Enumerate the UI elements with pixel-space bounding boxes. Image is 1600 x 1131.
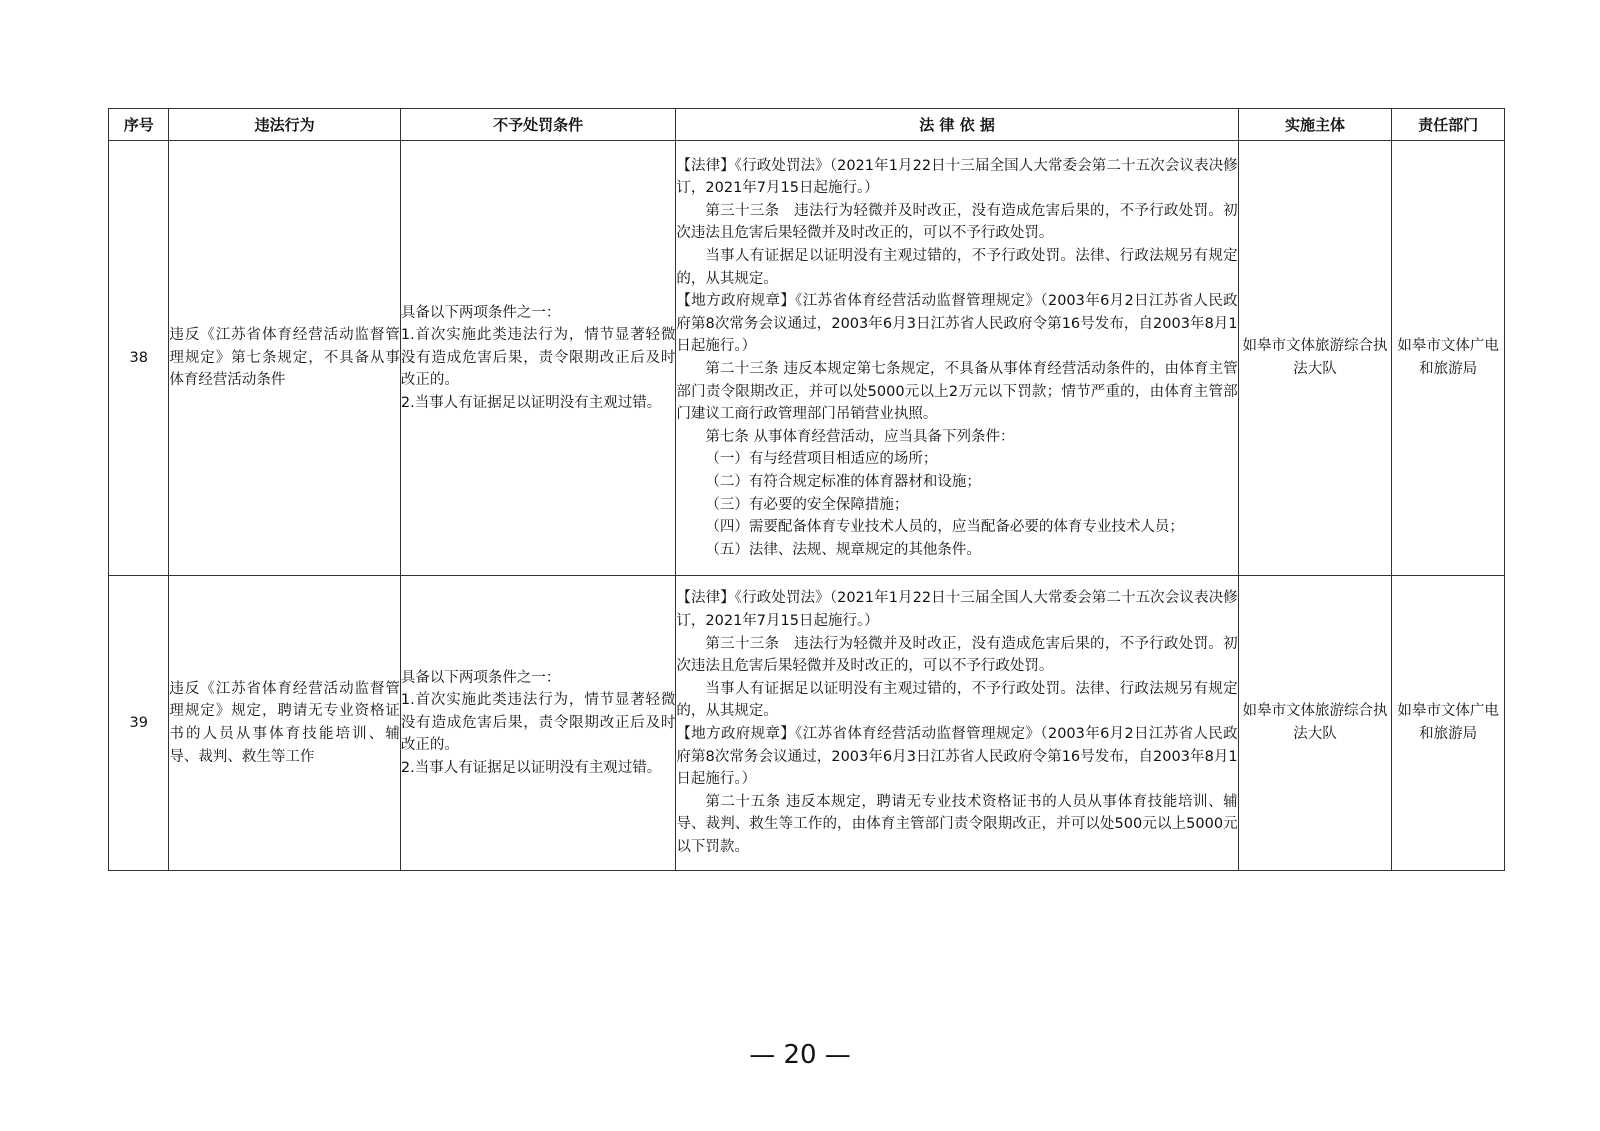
condition-item: 1.首次实施此类违法行为，情节显著轻微没有造成危害后果，责令限期改正后及时改正的。 xyxy=(400,692,676,754)
condition-intro: 具备以下两项条件之一： xyxy=(400,669,561,686)
basis-paragraph: 【地方政府规章】《江苏省体育经营活动监督管理规定》（2003年6月2日江苏省人民政府第8次常务会议通过，2003年6月3日江苏省人民政府令第16号发布，自2003年8月1日起施行。） xyxy=(676,726,1238,788)
basis-paragraph: （五）法律、法规、规章规定的其他条件。 xyxy=(705,541,981,558)
header-violation: 违法行为 xyxy=(169,109,400,141)
basis-paragraph: （四）需要配备体育专业技术人员的，应当配备必要的体育专业技术人员； xyxy=(705,519,1184,536)
basis-paragraph: （三）有必要的安全保障措施； xyxy=(705,496,909,513)
page-number: — 20 — xyxy=(749,1040,851,1070)
basis-paragraph: 【法律】《行政处罚法》（2021年1月22日十三届全国人大常委会第二十五次会议表决修订，2021年7月15日起施行。） xyxy=(676,590,1238,630)
row-exemption-conditions xyxy=(400,576,676,871)
condition-item: 2.当事人有证据足以证明没有主观过错。 xyxy=(400,394,662,411)
row-violation: 违反《江苏省体育经营活动监督管理规定》第七条规定，不具备从事体育经营活动条件 xyxy=(169,141,400,576)
row-serial-no: 39 xyxy=(109,576,169,871)
regulation-table xyxy=(108,108,1505,871)
basis-paragraph: 第三十三条 违法行为轻微并及时改正，没有造成危害后果的，不予行政处罚。初次违法且危害后果轻微并及时改正的，可以不予行政处罚。 xyxy=(676,202,1238,242)
basis-paragraph: 第三十三条 违法行为轻微并及时改正，没有造成危害后果的，不予行政处罚。初次违法且危害后果轻微并及时改正的，可以不予行政处罚。 xyxy=(676,635,1238,675)
header-legal-basis: 法 律 依 据 xyxy=(676,109,1238,141)
row-legal-basis xyxy=(676,141,1238,576)
condition-item: 1.首次实施此类违法行为，情节显著轻微没有造成危害后果，责令限期改正后及时改正的。 xyxy=(400,327,676,389)
basis-paragraph: 第二十五条 违反本规定，聘请无专业技术资格证书的人员从事体育技能培训、辅导、裁判、救生等工作的，由体育主管部门责令限期改正，并可以处500元以上5000元以下罚款。 xyxy=(676,793,1238,855)
table-header-row xyxy=(109,109,1505,141)
row-responsible-department: 如皋市文体广电和旅游局 xyxy=(1392,141,1505,576)
basis-paragraph: （二）有符合规定标准的体育器材和设施； xyxy=(705,473,981,490)
basis-paragraph: 第二十三条 违反本规定第七条规定，不具备从事体育经营活动条件的，由体育主管部门责令限期改正，并可以处5000元以上2万元以下罚款；情节严重的，由体育主管部门建议工商行政管理部门吊销营业执照。 xyxy=(676,361,1238,423)
header-implementing-agency: 实施主体 xyxy=(1238,109,1392,141)
basis-paragraph: 当事人有证据足以证明没有主观过错的，不予行政处罚。法律、行政法规另有规定的，从其规定。 xyxy=(676,680,1238,720)
table-row xyxy=(109,141,1505,576)
basis-paragraph: （一）有与经营项目相适应的场所； xyxy=(705,451,938,468)
row-violation: 违反《江苏省体育经营活动监督管理规定》规定，聘请无专业资格证书的人员从事体育技能培训、辅导、裁判、救生等工作 xyxy=(169,576,400,871)
basis-paragraph: 【地方政府规章】《江苏省体育经营活动监督管理规定》（2003年6月2日江苏省人民政府第8次常务会议通过，2003年6月3日江苏省人民政府令第16号发布，自2003年8月1日起施行。） xyxy=(676,293,1238,355)
basis-paragraph: 当事人有证据足以证明没有主观过错的，不予行政处罚。法律、行政法规另有规定的，从其规定。 xyxy=(676,248,1238,287)
row-responsible-department: 如皋市文体广电和旅游局 xyxy=(1392,576,1505,871)
header-exemption-conditions: 不予处罚条件 xyxy=(400,109,676,141)
basis-paragraph: 【法律】《行政处罚法》（2021年1月22日十三届全国人大常委会第二十五次会议表决修订，2021年7月15日起施行。） xyxy=(676,157,1238,197)
header-responsible-department: 责任部门 xyxy=(1392,109,1505,141)
row-exemption-conditions xyxy=(400,141,676,576)
table-row xyxy=(109,576,1505,871)
condition-item: 2.当事人有证据足以证明没有主观过错。 xyxy=(400,759,662,776)
basis-paragraph: 第七条 从事体育经营活动，应当具备下列条件： xyxy=(705,428,1015,445)
row-implementing-agency: 如皋市文体旅游综合执法大队 xyxy=(1238,141,1392,576)
condition-intro: 具备以下两项条件之一： xyxy=(400,304,561,321)
row-serial-no: 38 xyxy=(109,141,169,576)
row-legal-basis xyxy=(676,576,1238,871)
row-implementing-agency: 如皋市文体旅游综合执法大队 xyxy=(1238,576,1392,871)
header-serial-no: 序号 xyxy=(109,109,169,141)
